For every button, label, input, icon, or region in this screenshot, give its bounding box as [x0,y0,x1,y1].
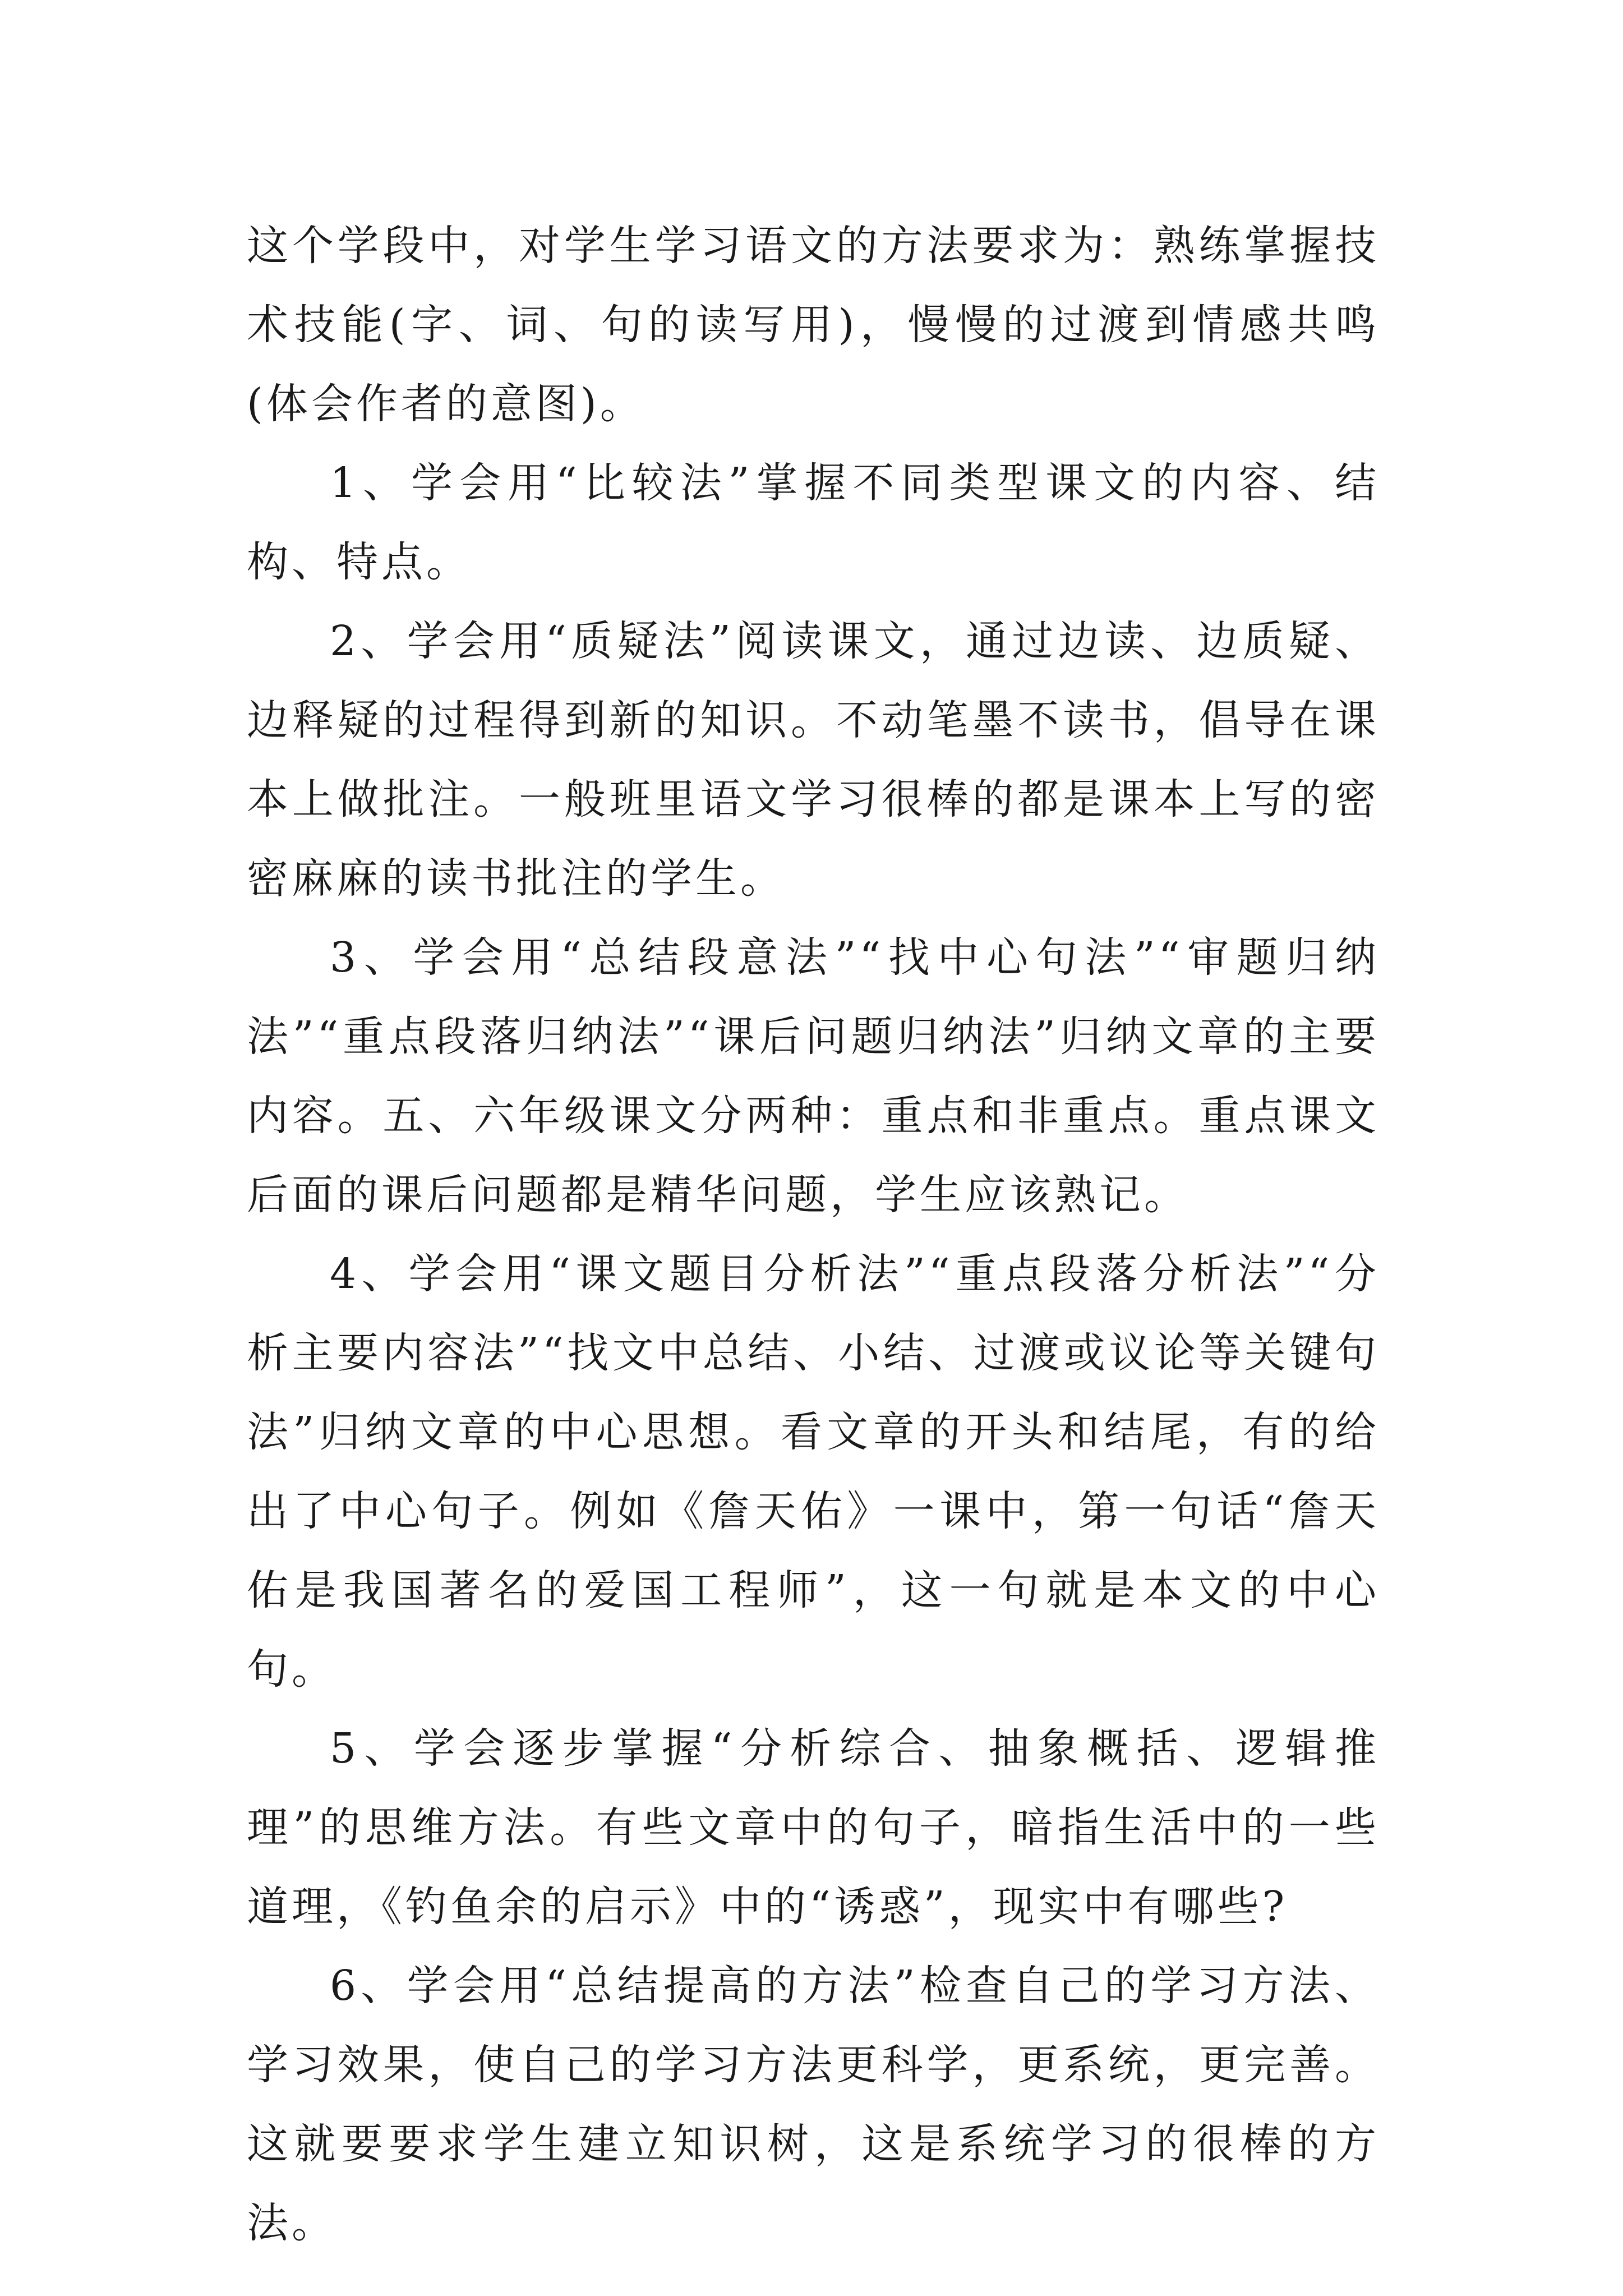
document-body [247,206,1380,2263]
paragraph-item-2: 2、学会用“质疑法”阅读课文，通过边读、边质疑、边释疑的过程得到新的知识。不动笔墨不读书，倡导在课本上做批注。一般班里语文学习很棒的都是课本上写的密密麻麻的读书批注的学生。 [247,617,1380,903]
paragraph-item-1: 1、学会用“比较法”掌握不同类型课文的内容、结构、特点。 [247,459,1380,586]
paragraph-item-6: 6、学会用“总结提高的方法”检查自己的学习方法、学习效果，使自己的学习方法更科学，更系统，更完善。这就要要求学生建立知识树，这是系统学习的很棒的方法。 [247,1962,1380,2247]
paragraph-item-4: 4、学会用“课文题目分析法”“重点段落分析法”“分析主要内容法”“找文中总结、小结、过渡或议论等关键句法”归纳文章的中心思想。看文章的开头和结尾，有的给出了中心句子。例如《詹天佑》一课中，第一句话“詹天佑是我国著名的爱国工程师”，这一句就是本文的中心句。 [247,1250,1380,1694]
paragraph-intro: 这个学段中，对学生学习语文的方法要求为：熟练掌握技术技能(字、词、句的读写用)，慢慢的过渡到情感共鸣(体会作者的意图)。 [247,222,1380,428]
paragraph-item-3: 3、学会用“总结段意法”“找中心句法”“审题归纳法”“重点段落归纳法”“课后问题归纳法”归纳文章的主要内容。五、六年级课文分两种：重点和非重点。重点课文后面的课后问题都是精华问题，学生应该熟记。 [247,933,1380,1219]
paragraph-item-5: 5、学会逐步掌握“分析综合、抽象概括、逻辑推理”的思维方法。有些文章中的句子，暗指生活中的一些道理，《钓鱼余的启示》中的“诱惑”，现实中有哪些? [247,1724,1380,1931]
